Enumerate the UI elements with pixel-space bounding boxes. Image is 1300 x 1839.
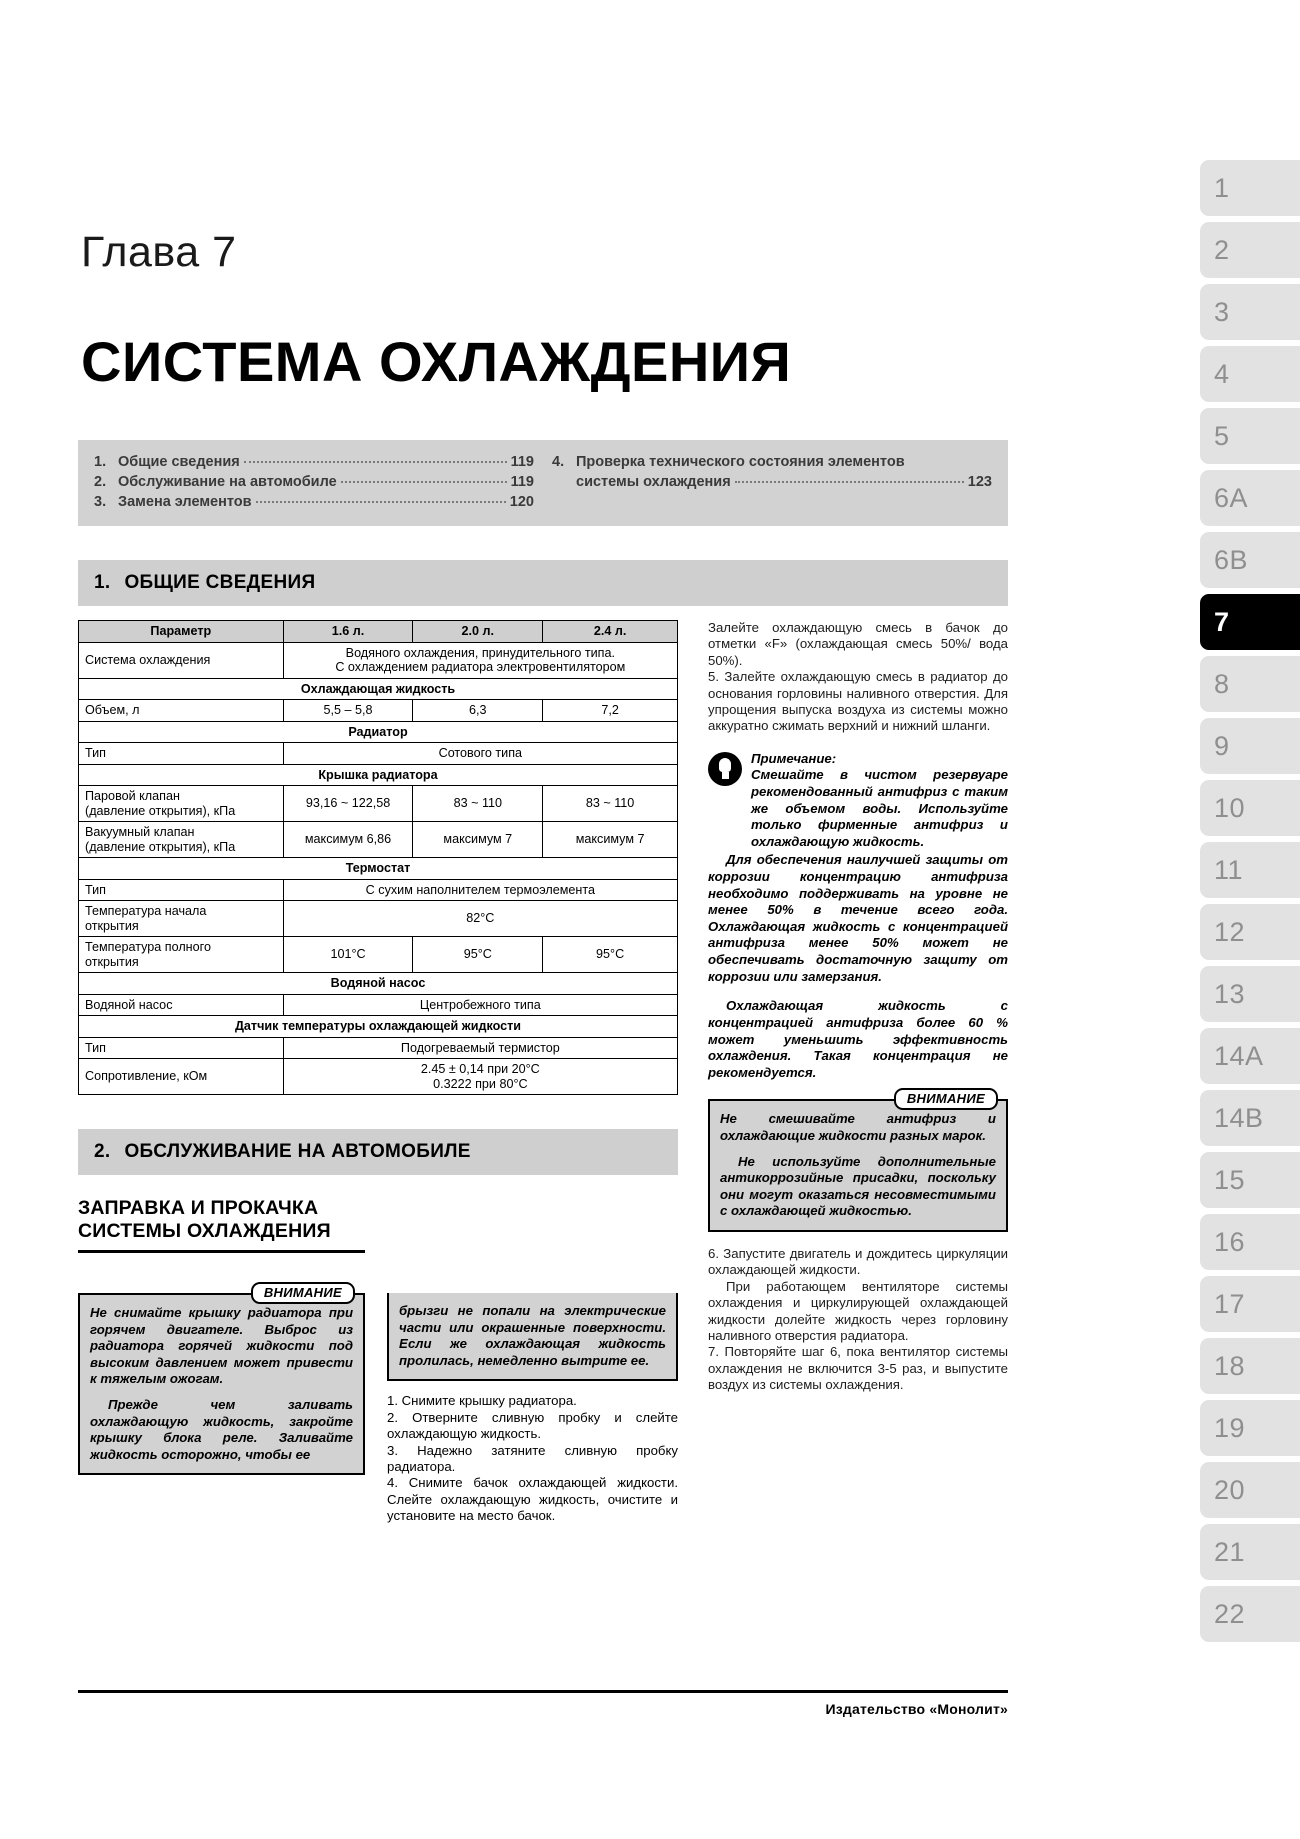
column-header: 2.0 л. (413, 621, 543, 643)
toc-leader-dots (256, 501, 506, 503)
paragraph-step6b: При работающем вентиляторе системы охлаждения и циркулирующей охлаждающей жидкости долейте жидкость через горловину наливного отверстия радиатора. (708, 1278, 1008, 1343)
warning-pair (78, 1267, 678, 1525)
table-cell-span: Сотового типа (283, 743, 677, 765)
warning-text: Не смешивайте антифриз и охлаждающие жидкости разных марок. (720, 1111, 996, 1143)
table-row-label: Система охлаждения (79, 642, 284, 678)
maintenance-steps (387, 1393, 678, 1524)
column-header: Параметр (79, 621, 284, 643)
note-title: Примечание: (751, 750, 837, 766)
subsection-heading-line2: СИСТЕМЫ ОХЛАЖДЕНИЯ (78, 1220, 331, 1242)
note-paragraph-3: Охлаждающая жидкость с концентрацией антифриза более 60 % может уменьшить эффективность охлаждения. Такая концентрация не рекомендуется. (708, 998, 1008, 1080)
warning-box-left (78, 1285, 365, 1475)
table-group-label: Охлаждающая жидкость (79, 678, 678, 700)
chapter-tab-label: 18 (1214, 1350, 1246, 1381)
table-cell-span: 82°C (283, 901, 677, 937)
chapter-tab-label: 14A (1214, 1040, 1264, 1071)
chapter-tab-7[interactable] (1200, 594, 1300, 650)
table-row (79, 937, 678, 973)
table-group-label: Радиатор (79, 721, 678, 743)
toc-entry[interactable] (94, 472, 534, 492)
toc-entry[interactable] (94, 492, 534, 512)
chapter-tab-label: 12 (1214, 916, 1246, 947)
table-group-row (79, 678, 678, 700)
warning-text: Прежде чем заливать охлаждающую жидкость, закройте крышку блока реле. Заливайте жидкость осторожно, чтобы ее (90, 1396, 353, 1462)
chapter-tab-17[interactable] (1200, 1276, 1300, 1332)
note-head-text (751, 751, 1008, 851)
column-header: 2.4 л. (543, 621, 678, 643)
specifications-table (78, 620, 678, 1095)
table-row-label: Температура полного открытия (79, 937, 284, 973)
table-cell: 7,2 (543, 700, 678, 722)
chapter-tab-label: 6A (1214, 482, 1249, 513)
table-cell: 83 ~ 110 (413, 786, 543, 822)
chapter-tab-10[interactable] (1200, 780, 1300, 836)
body-columns (78, 620, 1008, 1525)
chapter-tab-19[interactable] (1200, 1400, 1300, 1456)
table-cell-span: Водяного охлаждения, принудительного типа. С охлаждением радиатора электровентилятором (283, 642, 677, 678)
warning-right-wrap (387, 1267, 678, 1525)
chapter-tab-label: 16 (1214, 1226, 1246, 1257)
warning-text: Не используйте дополнительные антикоррозийные присадки, поскольку они могут оказаться несовместимыми с охлаждающей жидкостью. (720, 1153, 996, 1219)
paragraph-top: Залейте охлаждающую смесь в бачок до отметки «F» (охлаждающая смесь 50%/ вода 50%). (708, 620, 1008, 668)
warning-text: брызги не попали на электрические части или окрашенные поверхности. Если же охлаждающая жидкость пролилась, немедленно вытрите ее. (399, 1303, 666, 1368)
note-paragraph-2: Для обеспечения наилучшей защиты от коррозии концентрацию антифриза необходимо поддерживать на уровне не менее 50% в течение всего года. Охлаждающая жидкость с концентрацией антифриза менее 50% может не обеспечивать достаточную защиту от коррозии или замерзания. (708, 852, 1008, 984)
note-paragraph-1: Смешайте в чистом резервуаре рекомендованный антифриз с таким же объемом воды. Используйте только фирменные антифриз и охлаждающую жидкость. (751, 767, 1008, 849)
warning-tag: ВНИМАНИЕ (894, 1088, 998, 1110)
toc-entry[interactable] (552, 452, 992, 472)
toc-leader-dots (735, 481, 964, 483)
section-number: 1. (94, 572, 111, 593)
section-number: 2. (94, 1141, 111, 1162)
table-row (79, 1059, 678, 1095)
table-cell: 5,5 – 5,8 (283, 700, 413, 722)
chapter-tab-label: 21 (1214, 1536, 1246, 1567)
chapter-tab-label: 22 (1214, 1598, 1246, 1629)
chapter-tab-14B[interactable] (1200, 1090, 1300, 1146)
toc-entry-number: 4. (552, 454, 565, 470)
chapter-tab-label: 5 (1214, 420, 1230, 451)
table-group-row (79, 973, 678, 995)
subsection-heading (78, 1197, 678, 1243)
table-row (79, 700, 678, 722)
toc-entry-page: 119 (510, 474, 534, 490)
table-cell: максимум 7 (413, 822, 543, 858)
table-group-label: Крышка радиатора (79, 764, 678, 786)
table-group-row (79, 721, 678, 743)
toc-leader-dots (341, 481, 507, 483)
toc-entry-continued[interactable] (552, 472, 992, 492)
table-row-label: Тип (79, 743, 284, 765)
table-row-label: Температура начала открытия (79, 901, 284, 937)
table-row-label: Тип (79, 1037, 284, 1059)
table-row-label: Тип (79, 879, 284, 901)
paragraph-step6: 6. Запустите двигатель и дождитесь циркуляции охлаждающей жидкости. (708, 1245, 1008, 1278)
step-item: 1. Снимите крышку радиатора. (387, 1393, 577, 1409)
table-group-row (79, 858, 678, 880)
chapter-label: Глава 7 (81, 228, 237, 276)
table-group-row (79, 764, 678, 786)
column-header: 1.6 л. (283, 621, 413, 643)
table-cell-span: Подогреваемый термистор (283, 1037, 677, 1059)
toc-entry-label: Общие сведения (118, 454, 240, 470)
toc-entry-page: 119 (510, 454, 534, 470)
chapter-tab-12[interactable] (1200, 904, 1300, 960)
table-cell: 95°C (413, 937, 543, 973)
page-title: СИСТЕМА ОХЛАЖДЕНИЯ (81, 330, 792, 393)
toc-entry-number: 1. (94, 454, 107, 470)
table-cell: максимум 6,86 (283, 822, 413, 858)
table-row (79, 901, 678, 937)
chapter-tab-13[interactable] (1200, 966, 1300, 1022)
chapter-tab-18[interactable] (1200, 1338, 1300, 1394)
table-of-contents (78, 440, 1008, 526)
publisher-name: Издательство «Монолит» (825, 1701, 1008, 1717)
chapter-tab-21[interactable] (1200, 1524, 1300, 1580)
chapter-tab-label: 19 (1214, 1412, 1246, 1443)
step-item: 2. Отверните сливную пробку и слейте охлаждающую жидкость. (387, 1409, 678, 1442)
subsection-heading-line1: ЗАПРАВКА И ПРОКАЧКА (78, 1197, 319, 1219)
section-title: ОБСЛУЖИВАНИЕ НА АВТОМОБИЛЕ (124, 1141, 471, 1162)
chapter-tab-label: 10 (1214, 792, 1246, 823)
toc-entry[interactable] (94, 452, 534, 472)
table-row-label: Водяной насос (79, 994, 284, 1016)
table-row (79, 822, 678, 858)
chapter-tab-6B[interactable] (1200, 532, 1300, 588)
table-row (79, 1037, 678, 1059)
chapter-tab-label: 13 (1214, 978, 1246, 1009)
chapter-tab-9[interactable] (1200, 718, 1300, 774)
table-row (79, 642, 678, 678)
chapter-tab-label: 6B (1214, 544, 1249, 575)
lightbulb-icon (708, 752, 742, 786)
chapter-tab-label: 14B (1214, 1102, 1264, 1133)
chapter-tab-label: 3 (1214, 296, 1230, 327)
table-row (79, 994, 678, 1016)
chapter-tab-16[interactable] (1200, 1214, 1300, 1270)
right-column (708, 620, 1008, 1525)
toc-column-left (94, 452, 534, 512)
chapter-tab-label: 1 (1214, 172, 1230, 203)
chapter-tab-label: 11 (1214, 854, 1244, 885)
note-block (708, 751, 1008, 1081)
chapter-tab-label: 2 (1214, 234, 1230, 265)
toc-entry-label: Проверка технического состояния элементов (576, 454, 905, 470)
chapter-tab-label: 20 (1214, 1474, 1246, 1505)
toc-entry-label: Обслуживание на автомобиле (118, 474, 337, 490)
chapter-tab-20[interactable] (1200, 1462, 1300, 1518)
table-group-label: Водяной насос (79, 973, 678, 995)
table-header-row (79, 621, 678, 643)
table-cell: 101°C (283, 937, 413, 973)
toc-column-right (552, 452, 992, 512)
footer-rule (78, 1690, 1008, 1693)
chapter-tab-4[interactable] (1200, 346, 1300, 402)
table-row (79, 743, 678, 765)
table-cell: максимум 7 (543, 822, 678, 858)
warning-box-right (387, 1293, 678, 1381)
chapter-tab-label: 7 (1214, 606, 1230, 637)
toc-entry-number: 3. (94, 494, 107, 510)
table-cell: 6,3 (413, 700, 543, 722)
step-item: 4. Снимите бачок охлаждающей жидкости. Слейте охлаждающую жидкость, очистите и установите на место бачок. (387, 1475, 678, 1524)
paragraph-step7: 7. Повторяйте шаг 6, пока вентилятор системы охлаждения не включится 3-5 раз, и выпустите воздух из системы охлаждения. (708, 1344, 1008, 1393)
warning-text: Не снимайте крышку радиатора при горячем двигателе. Выброс из радиатора горячей жидкости под высоким давлением может привести к тяжелым ожогам. (90, 1305, 353, 1387)
table-cell: 95°C (543, 937, 678, 973)
table-cell: 93,16 ~ 122,58 (283, 786, 413, 822)
chapter-tab-15[interactable] (1200, 1152, 1300, 1208)
chapter-tab-label: 9 (1214, 730, 1230, 761)
chapter-tab-strip (1200, 160, 1300, 1648)
chapter-tab-label: 17 (1214, 1288, 1246, 1319)
chapter-tab-label: 15 (1214, 1164, 1246, 1195)
chapter-tab-5[interactable] (1200, 408, 1300, 464)
page-content (78, 0, 1008, 1525)
chapter-tab-3[interactable] (1200, 284, 1300, 340)
warning-box-right-column (708, 1091, 1008, 1232)
chapter-tab-label: 4 (1214, 358, 1230, 389)
warning-left-wrap (78, 1267, 365, 1525)
section-header-1 (78, 560, 1008, 606)
chapter-tab-6A[interactable] (1200, 470, 1300, 526)
table-row (79, 786, 678, 822)
table-group-label: Термостат (79, 858, 678, 880)
table-cell-span: Центробежного типа (283, 994, 677, 1016)
toc-entry-page: 120 (509, 494, 534, 510)
section-header-2 (78, 1129, 678, 1175)
closing-paragraphs (708, 1246, 1008, 1394)
chapter-tab-2[interactable] (1200, 222, 1300, 278)
toc-entry-page: 123 (967, 474, 992, 490)
warning-tag: ВНИМАНИЕ (251, 1282, 355, 1304)
table-cell: 83 ~ 110 (543, 786, 678, 822)
table-row-label: Паровой клапан (давление открытия), кПа (79, 786, 284, 822)
chapter-tab-14A[interactable] (1200, 1028, 1300, 1084)
chapter-tab-22[interactable] (1200, 1586, 1300, 1642)
toc-entry-label2: системы охлаждения (576, 474, 731, 490)
table-cell-span: 2.45 ± 0,14 при 20°C 0.3222 при 80°C (283, 1059, 677, 1095)
paragraph-step5: 5. Залейте охлаждающую смесь в радиатор до основания горловины наливного отверстия. Для упрощения выпуска воздуха из системы можно аккуратно сжимать верхний и нижний шланги. (708, 669, 1008, 734)
table-group-row (79, 1016, 678, 1038)
note-head (708, 751, 1008, 851)
table-row-label: Вакуумный клапан (давление открытия), кПа (79, 822, 284, 858)
table-row-label: Объем, л (79, 700, 284, 722)
intro-paragraphs (708, 620, 1008, 735)
heading-rule (78, 1250, 365, 1253)
table-group-label: Датчик температуры охлаждающей жидкости (79, 1016, 678, 1038)
left-column (78, 620, 678, 1525)
table-row-label: Сопротивление, кОм (79, 1059, 284, 1095)
chapter-tab-label: 8 (1214, 668, 1230, 699)
section-title: ОБЩИЕ СВЕДЕНИЯ (124, 572, 316, 593)
chapter-tab-11[interactable] (1200, 842, 1300, 898)
toc-entry-number: 2. (94, 474, 107, 490)
table-row (79, 879, 678, 901)
chapter-tab-8[interactable] (1200, 656, 1300, 712)
toc-entry-label: Замена элементов (118, 494, 252, 510)
step-item: 3. Надежно затяните сливную пробку радиатора. (387, 1442, 678, 1474)
toc-leader-dots (244, 461, 507, 463)
page-footer (78, 1690, 1008, 1717)
chapter-tab-1[interactable] (1200, 160, 1300, 216)
table-cell-span: С сухим наполнителем термоэлемента (283, 879, 677, 901)
